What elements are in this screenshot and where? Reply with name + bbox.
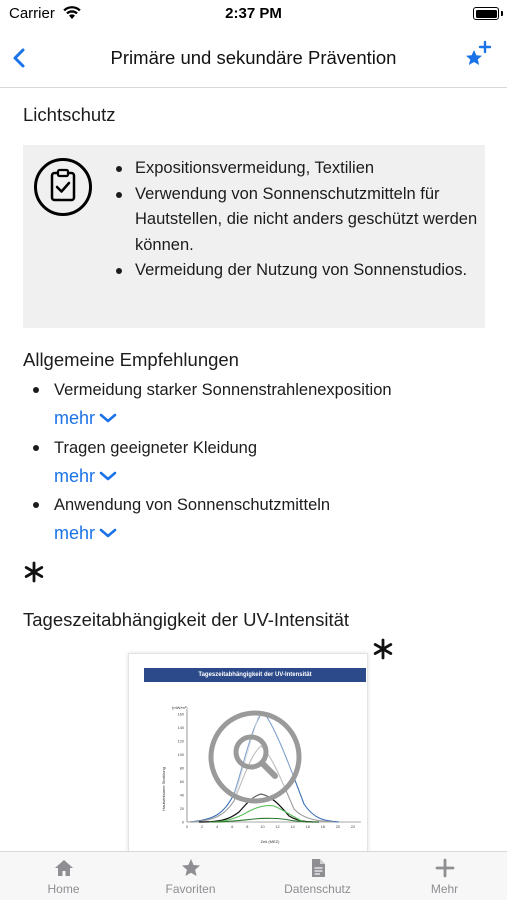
x-tick-label: 8: [246, 825, 249, 829]
list-item: Verwendung von Sonnenschutzmitteln für Hautstellen, die nicht anders geschützt werden können.: [111, 182, 479, 259]
y-tick-label: 100: [177, 752, 184, 757]
list-item: [23, 376, 493, 434]
lichtschutz-list: [111, 156, 479, 284]
tab-label[interactable]: Home: [47, 882, 80, 896]
x-tick-label: 16: [305, 825, 310, 829]
y-tick-label: 40: [179, 793, 184, 798]
x-tick-label: 6: [231, 825, 234, 829]
more-label[interactable]: mehr: [54, 523, 96, 543]
tab-mehr[interactable]: [381, 852, 507, 900]
more-expand-link[interactable]: [54, 404, 117, 432]
tab-home[interactable]: [0, 852, 127, 900]
tab-favoriten[interactable]: [127, 852, 254, 900]
clipboard-check-icon: [33, 157, 93, 217]
navigation-bar: [0, 30, 507, 88]
carrier-label: Carrier: [9, 5, 55, 22]
section-heading-uv: Tageszeitabhängigkeit der UV-Intensität: [23, 609, 350, 630]
magnifier-icon[interactable]: [207, 709, 303, 805]
tab-label[interactable]: Datenschutz: [284, 882, 351, 896]
asterisk-icon: [372, 638, 394, 660]
status-bar: [0, 0, 507, 30]
recommendation-text: Anwendung von Sonnenschutzmitteln: [54, 496, 331, 514]
recommendation-text: Tragen geeigneter Kleidung: [54, 438, 258, 457]
recommendations-list: [23, 376, 493, 549]
x-tick-label: 18: [320, 825, 325, 829]
home-icon[interactable]: [54, 858, 74, 878]
tab-label[interactable]: Mehr: [430, 882, 459, 896]
clock: 2:37 PM: [225, 5, 282, 22]
content-scroll-view[interactable]: [0, 89, 507, 851]
y-tick-label: 120: [177, 739, 184, 744]
recommendation-text: Vermeidung starker Sonnenstrahlenexposition: [54, 381, 392, 399]
y-axis-label: Hautwirksame Strahlung: [161, 767, 166, 811]
asterisk-icon: [23, 561, 45, 583]
y-tick-label: 60: [179, 779, 184, 784]
more-expand-link[interactable]: [54, 462, 117, 490]
tab-bar: [0, 851, 507, 900]
x-axis-label: Zeit (MEZ): [260, 839, 280, 844]
y-tick-label: 80: [179, 766, 184, 771]
add-favorite-star-icon[interactable]: [463, 40, 493, 70]
list-item: [23, 491, 493, 549]
uv-figure-thumbnail[interactable]: [128, 653, 368, 851]
list-item: [23, 434, 493, 492]
more-label[interactable]: mehr: [54, 408, 96, 428]
x-tick-label: 22: [350, 825, 356, 829]
x-tick-label: 12: [275, 825, 280, 829]
y-tick-label: 140: [177, 725, 184, 730]
star-icon[interactable]: [181, 858, 201, 878]
lichtschutz-info-box: [23, 145, 485, 328]
chevron-down-icon[interactable]: [99, 412, 117, 424]
more-label[interactable]: mehr: [54, 465, 96, 486]
x-tick-label: 4: [216, 825, 219, 829]
y-unit-label: (mW/m²): [172, 705, 188, 710]
section-heading-empfehlungen: Allgemeine Empfehlungen: [23, 349, 239, 370]
x-tick-label: 0: [185, 825, 189, 829]
tab-datenschutz[interactable]: [254, 852, 381, 900]
figure-title: Tageszeitabhängigkeit der UV-Intensität: [198, 672, 312, 678]
x-tick-label: 2: [201, 825, 204, 829]
tab-label[interactable]: Favoriten: [165, 882, 216, 896]
page-title: Primäre und sekundäre Prävention: [110, 47, 397, 68]
battery-icon: [473, 7, 499, 20]
battery-cap: [501, 11, 503, 16]
plus-icon[interactable]: [435, 858, 455, 878]
list-item: Vermeidung der Nutzung von Sonnenstudios.: [111, 258, 479, 284]
y-tick-label: 20: [179, 806, 184, 811]
section-heading-lichtschutz: Lichtschutz: [23, 104, 116, 125]
document-icon[interactable]: [308, 858, 328, 878]
x-tick-label: 10: [260, 825, 265, 829]
chevron-down-icon[interactable]: [99, 470, 117, 482]
more-expand-link[interactable]: [54, 519, 117, 547]
x-tick-label: 14: [290, 825, 295, 829]
y-tick-label: 0: [181, 820, 184, 825]
chevron-down-icon[interactable]: [99, 527, 117, 539]
x-tick-label: 20: [335, 825, 341, 829]
list-item: Expositionsvermeidung, Textilien: [111, 156, 479, 182]
y-tick-label: 160: [177, 712, 184, 717]
